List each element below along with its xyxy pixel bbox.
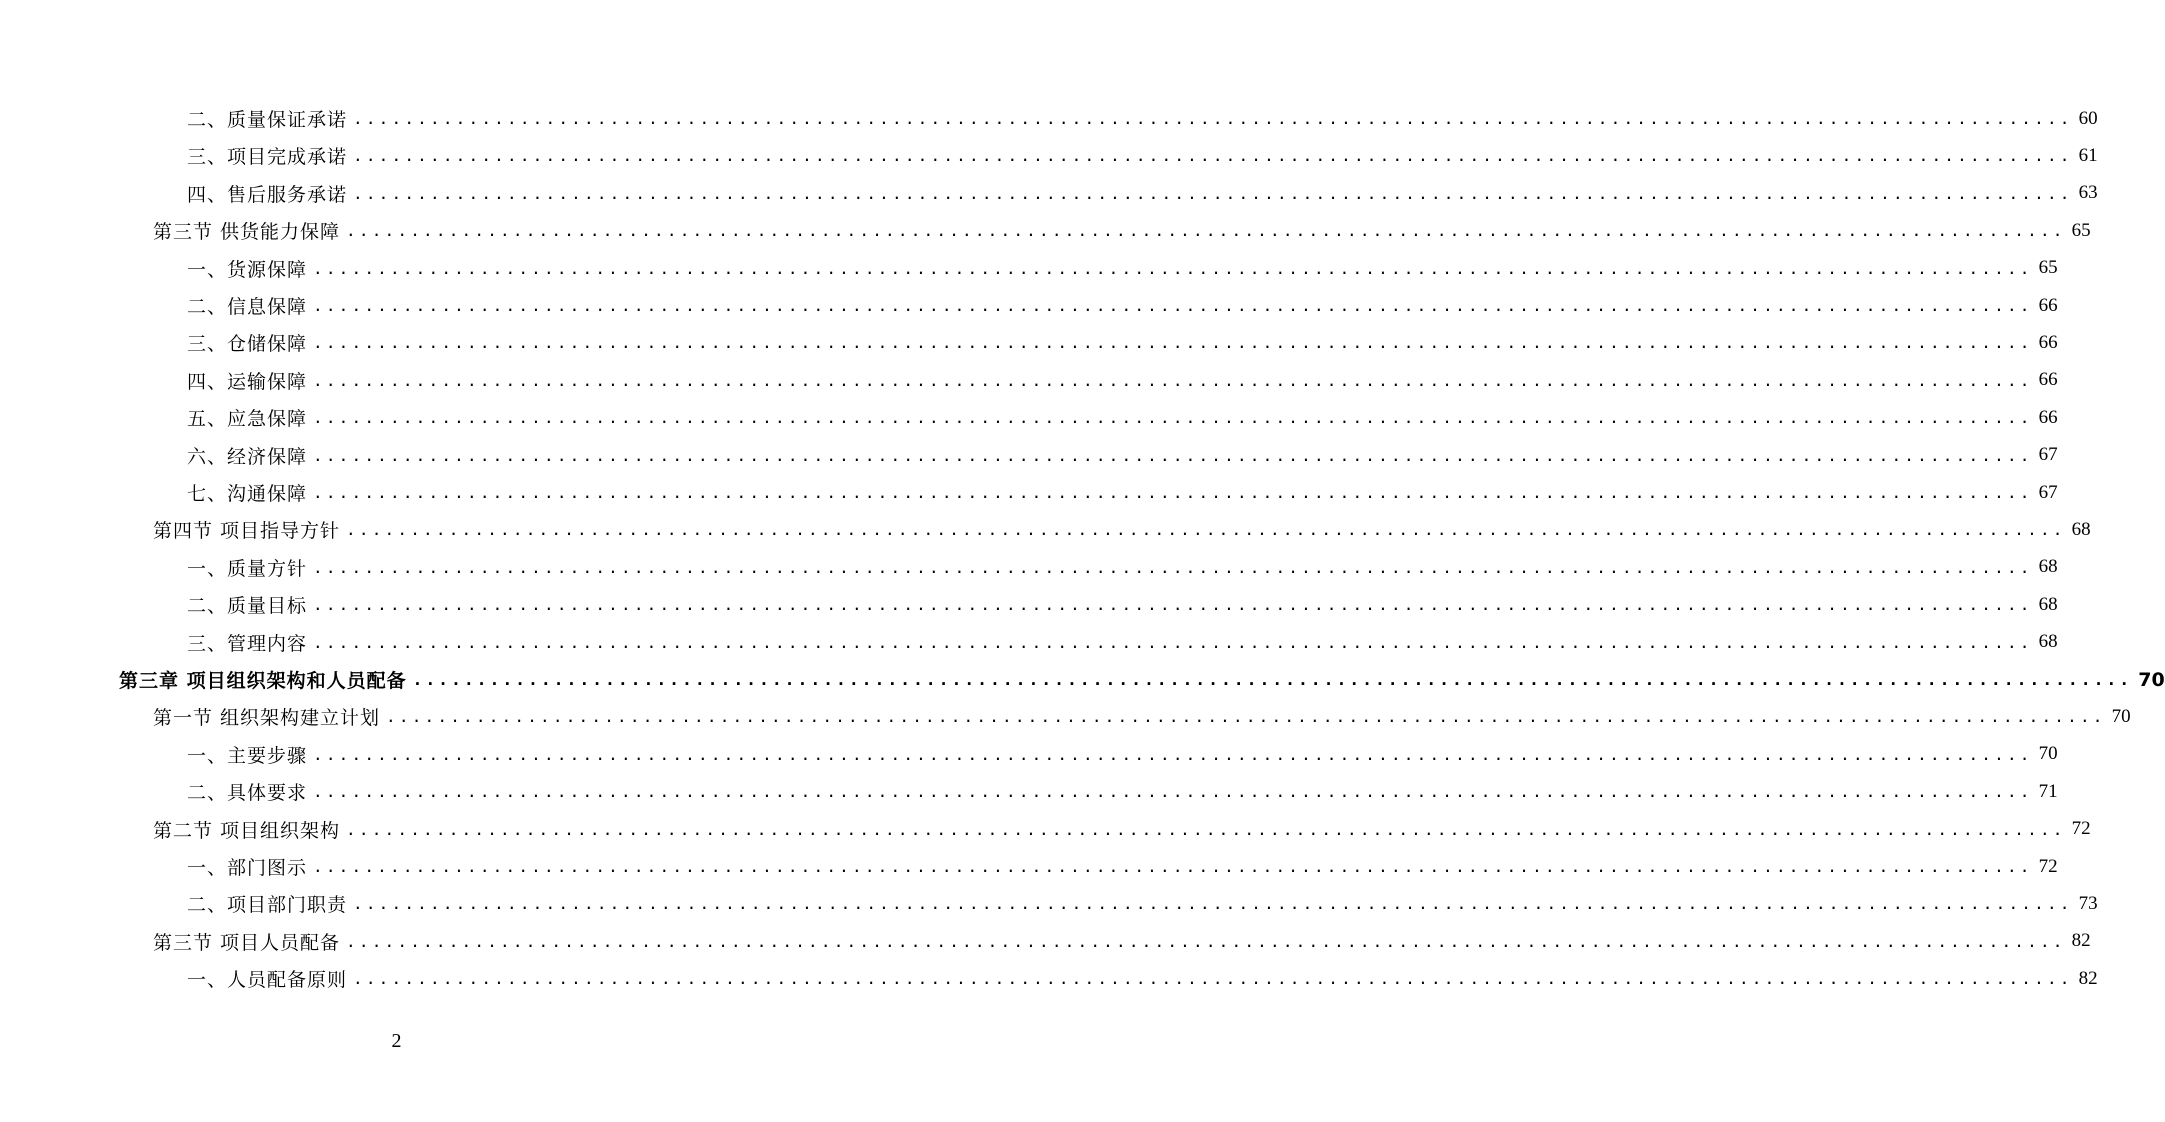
toc-entry-page: 70	[2111, 705, 2131, 727]
toc-entry[interactable]	[153, 923, 2091, 960]
toc-leader-dots: ......................................................................................................................................	[313, 557, 2033, 577]
toc-entry-title: 三、项目完成承诺	[187, 146, 348, 169]
toc-entry[interactable]	[187, 474, 2058, 511]
toc-entry-page: 65	[2038, 257, 2058, 279]
toc-entry[interactable]	[187, 549, 2058, 586]
toc-leader-dots: ......................................................................................................................................	[313, 483, 2033, 502]
toc-entry[interactable]	[187, 773, 2058, 810]
toc-entry-page: 61	[2078, 144, 2098, 166]
toc-entry-title: 六、经济保障	[187, 445, 308, 468]
toc-entry-page: 68	[2038, 593, 2058, 615]
toc-leader-dots: ......................................................................................................................................	[353, 183, 2073, 203]
toc-leader-dots: ......................................................................................................................................	[346, 931, 2066, 951]
toc-entry[interactable]	[187, 175, 2098, 212]
toc-entry-title: 第一节 组织架构建立计划	[153, 707, 381, 730]
toc-entry[interactable]	[153, 698, 2131, 735]
toc-leader-dots: ......................................................................................................................................	[313, 408, 2033, 428]
toc-entry-page: 72	[2038, 855, 2058, 877]
toc-entry-title: 四、运输保障	[187, 370, 308, 393]
toc-entry[interactable]	[187, 736, 2058, 773]
toc-leader-dots: ......................................................................................................................................	[313, 595, 2033, 615]
toc-chapter-entry[interactable]	[119, 661, 2165, 698]
toc-entry-title: 第四节 项目指导方针	[153, 520, 341, 543]
toc-entry-page: 68	[2038, 631, 2058, 653]
toc-entry[interactable]	[187, 137, 2098, 174]
toc-entry[interactable]	[187, 324, 2058, 361]
toc-entry-page: 82	[2078, 967, 2098, 989]
toc-leader-dots: ......................................................................................................................................	[313, 333, 2033, 353]
toc-entry[interactable]	[187, 362, 2058, 399]
toc-leader-dots: ......................................................................................................................................	[346, 520, 2066, 540]
toc-leader-dots: ......................................................................................................................................	[346, 819, 2066, 839]
toc-entry[interactable]	[187, 399, 2058, 436]
toc-entry-title: 七、沟通保障	[187, 483, 308, 505]
toc-entry-page: 82	[2071, 930, 2091, 952]
toc-entry-page: 60	[2078, 107, 2098, 129]
toc-entry-title: 一、部门图示	[187, 857, 308, 879]
toc-entry[interactable]	[187, 960, 2098, 997]
toc-entry-title: 一、质量方针	[187, 557, 308, 580]
toc-entry-title: 二、质量目标	[187, 595, 308, 618]
toc-entry[interactable]	[187, 586, 2058, 623]
toc-entry[interactable]	[153, 212, 2091, 249]
toc-entry[interactable]	[187, 100, 2098, 137]
toc-entry-title: 第三节 供货能力保障	[153, 221, 341, 244]
toc-entry[interactable]	[153, 811, 2091, 848]
toc-entry[interactable]	[187, 624, 2058, 661]
toc-leader-dots: ......................................................................................................................................	[313, 782, 2033, 802]
toc-entry-title: 第三章 项目组织架构和人员配备	[119, 670, 407, 692]
toc-entry[interactable]	[187, 437, 2058, 474]
toc-entry-page: 71	[2038, 780, 2058, 802]
toc-leader-dots: ......................................................................................................................................	[313, 258, 2033, 278]
toc-entry[interactable]	[187, 250, 2058, 287]
toc-entry-title: 三、仓储保障	[187, 333, 308, 356]
toc-entry-page: 66	[2038, 294, 2058, 316]
toc-entry-title: 一、主要步骤	[187, 744, 308, 767]
toc-entry-page: 70	[2138, 668, 2165, 691]
toc-entry-page: 67	[2038, 481, 2058, 503]
toc-leader-dots: ......................................................................................................................................	[313, 445, 2033, 465]
toc-entry-page: 73	[2078, 892, 2098, 914]
toc-leader-dots: ......................................................................................................................................	[313, 857, 2033, 876]
toc-leader-dots: ......................................................................................................................................	[313, 632, 2033, 652]
toc-entry[interactable]	[153, 511, 2091, 548]
toc-entry-title: 二、项目部门职责	[187, 894, 348, 917]
toc-entry-page: 67	[2038, 444, 2058, 466]
toc-entry-title: 一、人员配备原则	[187, 969, 348, 992]
toc-entry-page: 68	[2071, 518, 2091, 540]
page-number: 2	[391, 1030, 402, 1052]
toc-leader-dots: ......................................................................................................................................	[412, 670, 2133, 689]
toc-entry-page: 65	[2071, 219, 2091, 241]
toc-leader-dots: ......................................................................................................................................	[346, 221, 2066, 241]
toc-leader-dots: ......................................................................................................................................	[313, 744, 2033, 764]
toc-entry-page: 66	[2038, 331, 2058, 353]
toc-leader-dots: ......................................................................................................................................	[353, 969, 2073, 989]
toc-entry-title: 第二节 项目组织架构	[153, 819, 341, 842]
toc-leader-dots: ......................................................................................................................................	[313, 370, 2033, 390]
toc-entry-title: 三、管理内容	[187, 632, 308, 655]
toc-entry-title: 五、应急保障	[187, 408, 308, 431]
toc-entry-page: 68	[2038, 556, 2058, 578]
toc-entry-title: 第三节 项目人员配备	[153, 931, 341, 954]
toc-entry-title: 二、信息保障	[187, 296, 308, 318]
toc-entry-page: 66	[2038, 406, 2058, 428]
toc-entry-title: 二、质量保证承诺	[187, 109, 348, 131]
toc-entry[interactable]	[187, 885, 2098, 922]
toc-leader-dots: ......................................................................................................................................	[353, 109, 2073, 128]
toc-entry[interactable]	[187, 848, 2058, 885]
toc-entry-page: 70	[2038, 743, 2058, 765]
toc-entry-page: 72	[2071, 818, 2091, 840]
toc-entry-title: 四、售后服务承诺	[187, 183, 348, 206]
toc-entry-page: 63	[2078, 182, 2098, 204]
toc-leader-dots: ......................................................................................................................................	[353, 146, 2073, 166]
toc-leader-dots: ......................................................................................................................................	[386, 707, 2106, 727]
toc-entry[interactable]	[187, 287, 2058, 324]
toc-entry-page: 66	[2038, 369, 2058, 391]
toc-leader-dots: ......................................................................................................................................	[353, 894, 2073, 914]
toc-entry-title: 一、货源保障	[187, 258, 308, 281]
toc-leader-dots: ......................................................................................................................................	[313, 296, 2033, 315]
toc-entry-title: 二、具体要求	[187, 782, 308, 805]
